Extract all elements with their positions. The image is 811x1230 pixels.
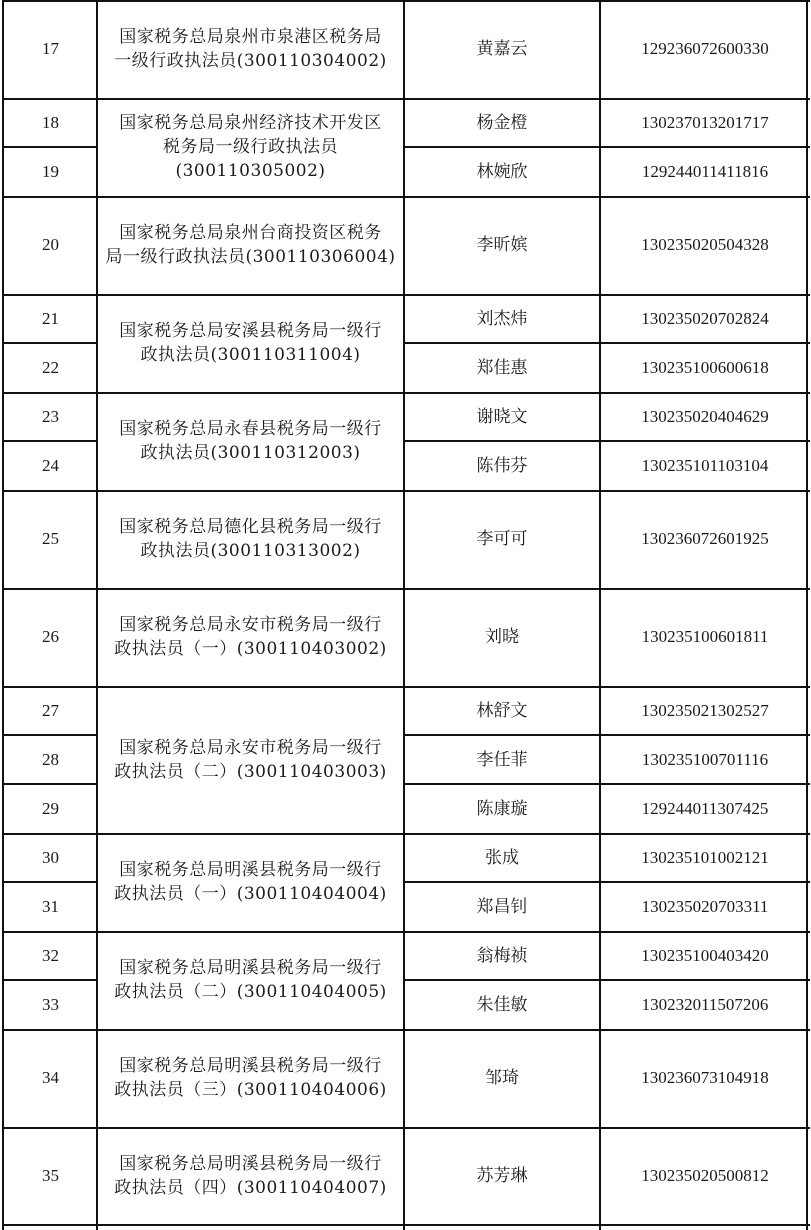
row-number: 31 (42, 896, 59, 916)
candidate-name: 朱佳敏 (476, 994, 528, 1015)
post-cell (101, 931, 400, 1029)
row-number: 21 (42, 308, 59, 328)
post-cell (101, 490, 400, 588)
post-line: 国家税务总局永安市税务局一级行 (119, 615, 382, 635)
post-line: 税务局一级行政执法员 (163, 137, 338, 157)
post-line: 国家税务总局德化县税务局一级行 (119, 517, 382, 537)
post-cell (101, 1029, 400, 1127)
row-number: 28 (42, 749, 59, 769)
candidate-name: 林舒文 (476, 700, 528, 721)
candidate-name: 黄嘉云 (476, 39, 528, 59)
candidate-name: 张成 (485, 847, 519, 868)
post-line: 国家税务总局明溪县税务局一级行 (119, 958, 382, 978)
candidate-name: 谢晓文 (476, 406, 528, 427)
post-line: 局一级行政执法员(300110306004) (105, 247, 396, 267)
post-line: 政执法员（一）(300110403002) (114, 639, 387, 659)
candidate-id: 129236072600330 (641, 39, 769, 58)
post-cell (101, 686, 400, 833)
candidate-id: 130235100600618 (641, 357, 769, 377)
candidate-id: 130237013201717 (641, 112, 769, 132)
column-divider (599, 0, 601, 1230)
row-number: 24 (42, 455, 59, 475)
row-number: 22 (42, 357, 59, 377)
candidate-id: 130235100403420 (641, 945, 769, 965)
post-cell (101, 588, 400, 686)
post-cell (101, 98, 400, 196)
post-cell (101, 833, 400, 931)
column-divider (403, 0, 405, 1230)
candidate-id: 130235100701116 (641, 749, 769, 769)
candidate-id: 130236073104918 (641, 1068, 769, 1087)
post-cell (101, 392, 400, 490)
candidate-id: 130235020504328 (641, 235, 769, 254)
candidate-name: 陈伟芬 (476, 455, 528, 476)
row-number: 35 (42, 1166, 59, 1185)
post-line: 政执法员（四）(300110404007) (114, 1178, 387, 1198)
candidate-id: 129244011307425 (641, 798, 769, 818)
candidate-name: 李可可 (476, 529, 528, 549)
post-line: 政执法员（三）(300110404006) (114, 1080, 387, 1100)
post-line: 国家税务总局永春县税务局一级行 (119, 419, 382, 439)
row-number: 20 (42, 235, 59, 254)
candidate-name: 陈康璇 (476, 798, 528, 819)
post-line: 国家税务总局明溪县税务局一级行 (119, 1056, 382, 1076)
post-line: (300110305002) (175, 161, 326, 181)
row-number: 17 (42, 39, 59, 58)
candidate-name: 李任菲 (476, 749, 528, 770)
candidate-name: 邹琦 (485, 1068, 519, 1088)
post-line: 国家税务总局明溪县税务局一级行 (119, 860, 382, 880)
post-line: 国家税务总局永安市税务局一级行 (119, 737, 382, 758)
candidate-id: 130235101002121 (641, 847, 769, 867)
post-line: 国家税务总局泉州经济技术开发区 (119, 113, 382, 133)
row-number: 25 (42, 529, 59, 548)
row-number: 18 (42, 112, 59, 132)
post-line: 国家税务总局泉州台商投资区税务 (119, 223, 382, 243)
post-line: 政执法员（二）(300110404005) (114, 982, 387, 1002)
candidate-id: 130235020703311 (641, 896, 769, 916)
row-number: 19 (42, 161, 59, 181)
row-number: 34 (42, 1068, 59, 1087)
post-cell (101, 1127, 400, 1225)
post-line: 政执法员(300110311004) (140, 345, 361, 365)
candidate-id: 130235020500812 (641, 1166, 769, 1185)
post-line: 一级行政执法员(300110304002) (114, 51, 387, 71)
candidate-name: 郑佳惠 (476, 357, 528, 378)
candidate-name: 苏芳琳 (476, 1166, 528, 1186)
candidate-id: 129244011411816 (641, 161, 769, 181)
row-number: 27 (42, 700, 59, 720)
post-cell (101, 196, 400, 294)
post-line: 政执法员（二）(300110403003) (114, 761, 387, 782)
post-line: 政执法员(300110313002) (140, 541, 361, 561)
candidate-name: 刘杰炜 (476, 308, 528, 329)
candidate-name: 杨金橙 (476, 112, 528, 133)
candidate-name: 翁梅祯 (476, 945, 528, 966)
row-number: 33 (42, 994, 59, 1014)
post-line: 政执法员（一）(300110404004) (114, 884, 387, 904)
candidate-id: 130235101103104 (641, 455, 769, 475)
candidate-name: 刘晓 (485, 627, 519, 647)
post-cell (101, 0, 400, 98)
row-number: 30 (42, 847, 59, 867)
candidate-id: 130235020404629 (641, 406, 769, 426)
candidate-id: 130236072601925 (641, 529, 769, 548)
row-number: 29 (42, 798, 59, 818)
candidate-name: 林婉欣 (476, 161, 528, 182)
candidate-id: 130235020702824 (641, 308, 769, 328)
row-divider (4, 1224, 810, 1226)
candidate-name: 李昕嫔 (476, 235, 528, 255)
post-line: 国家税务总局安溪县税务局一级行 (119, 321, 382, 341)
candidate-id: 130232011507206 (641, 994, 769, 1014)
column-divider (96, 0, 98, 1230)
row-number: 26 (42, 627, 59, 646)
candidate-name: 郑昌钊 (476, 896, 528, 917)
row-number: 32 (42, 945, 59, 965)
post-line: 政执法员(300110312003) (140, 443, 361, 463)
admission-list-table (2, 0, 808, 1230)
candidate-id: 130235100601811 (641, 627, 769, 646)
candidate-id: 130235021302527 (641, 700, 769, 720)
post-line: 国家税务总局明溪县税务局一级行 (119, 1154, 382, 1174)
post-line: 国家税务总局泉州市泉港区税务局 (119, 27, 382, 47)
post-cell (101, 294, 400, 392)
row-number: 23 (42, 406, 59, 426)
